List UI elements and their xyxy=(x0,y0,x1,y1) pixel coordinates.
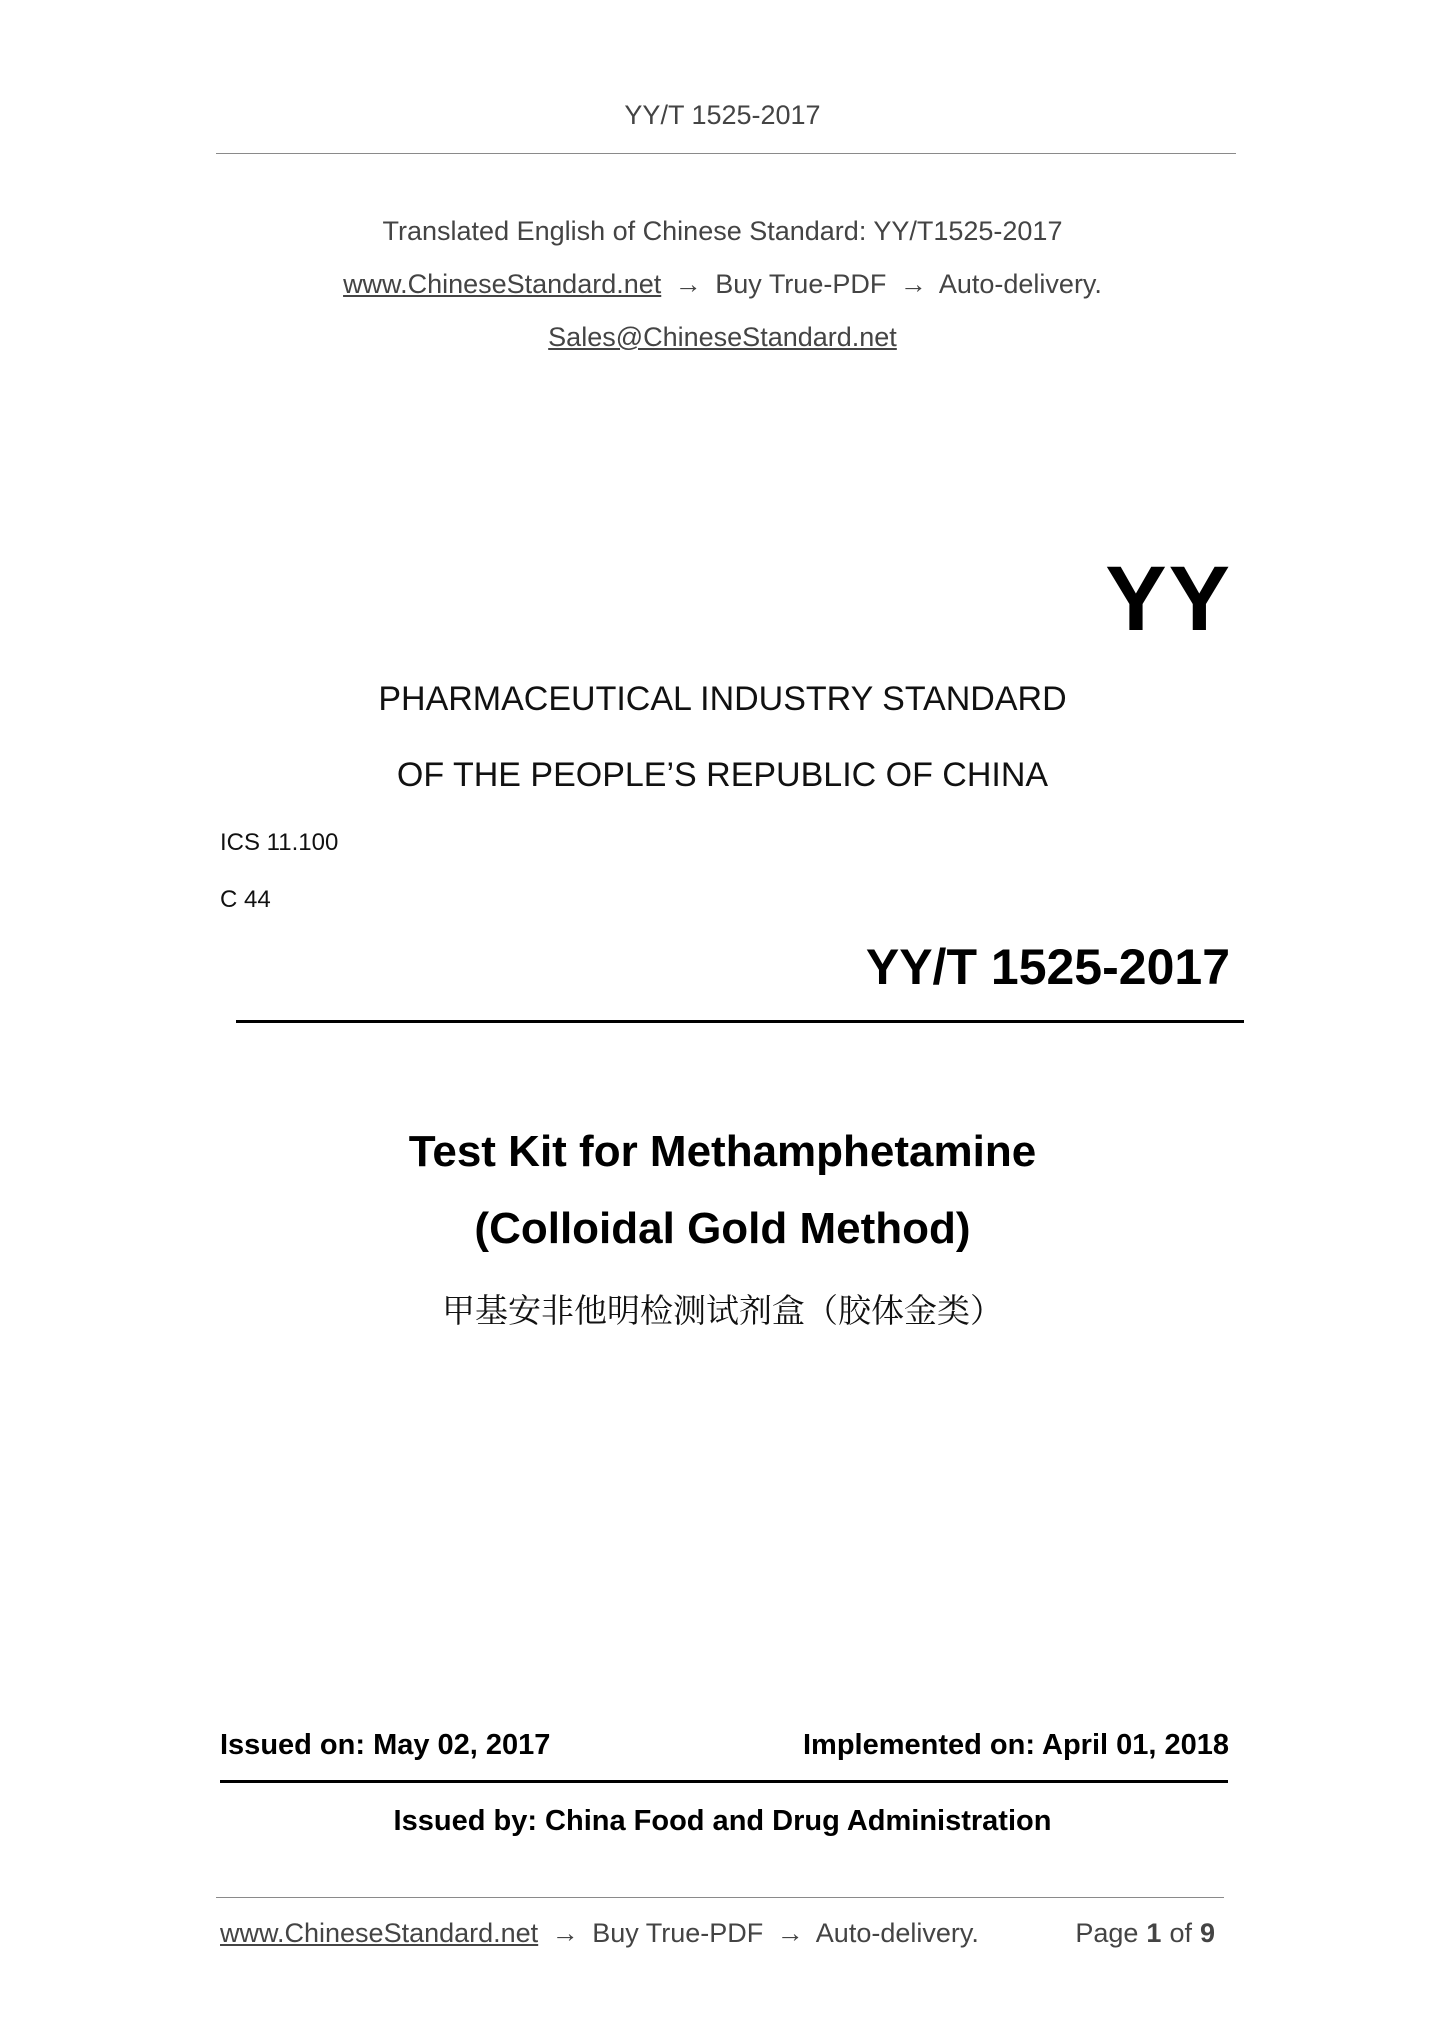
arrow-right-icon: → xyxy=(899,269,927,299)
purchase-line xyxy=(0,269,1445,300)
document-title-line1: Test Kit for Methamphetamine xyxy=(408,1127,1037,1176)
implemented-on-date: Implemented on: April 01, 2018 xyxy=(803,1729,1229,1761)
issuing-authority: Issued by: China Food and Drug Administration xyxy=(393,1805,1052,1837)
footer-purchase-line xyxy=(220,1918,979,1949)
document-title-chinese: 甲基安非他明检测试剂盒（胶体金类） xyxy=(442,1291,1003,1330)
page-indicator xyxy=(1075,1918,1223,1949)
page-total: 9 xyxy=(1199,1918,1215,1948)
page-current: 1 xyxy=(1146,1918,1162,1948)
dates-divider xyxy=(220,1780,1228,1783)
email-line xyxy=(0,322,1445,353)
issued-on-date: Issued on: May 02, 2017 xyxy=(220,1729,551,1761)
site-link[interactable]: www.ChineseStandard.net xyxy=(343,269,662,299)
arrow-right-icon: → xyxy=(776,1918,804,1948)
standard-number: YY/T 1525-2017 xyxy=(865,939,1230,995)
footer-divider xyxy=(216,1897,1224,1898)
footer-buy-text: Buy True-PDF xyxy=(592,1918,764,1948)
ccs-code: C 44 xyxy=(220,886,271,913)
buy-text: Buy True-PDF xyxy=(715,269,887,299)
footer-site-link[interactable]: www.ChineseStandard.net xyxy=(220,1918,539,1948)
standard-number-divider xyxy=(236,1020,1244,1023)
yy-logo: YY xyxy=(1105,548,1232,650)
document-title-line2: (Colloidal Gold Method) xyxy=(474,1204,971,1253)
standard-type-line2: OF THE PEOPLE’S REPUBLIC OF CHINA xyxy=(396,756,1049,794)
page-label: Page xyxy=(1075,1918,1139,1948)
arrow-right-icon: → xyxy=(551,1918,579,1948)
arrow-right-icon: → xyxy=(674,269,702,299)
running-header: YY/T 1525-2017 xyxy=(624,100,821,130)
delivery-text: Auto-delivery. xyxy=(938,269,1102,299)
footer-delivery-text: Auto-delivery. xyxy=(815,1918,979,1948)
ics-code: ICS 11.100 xyxy=(220,829,339,856)
header-divider xyxy=(216,153,1236,154)
standard-type-line1: PHARMACEUTICAL INDUSTRY STANDARD xyxy=(378,680,1067,718)
sales-email-link[interactable]: Sales@ChineseStandard.net xyxy=(548,322,897,352)
translation-notice: Translated English of Chinese Standard: YY/T1525-2017 xyxy=(382,216,1063,246)
of-label: of xyxy=(1169,1918,1192,1948)
